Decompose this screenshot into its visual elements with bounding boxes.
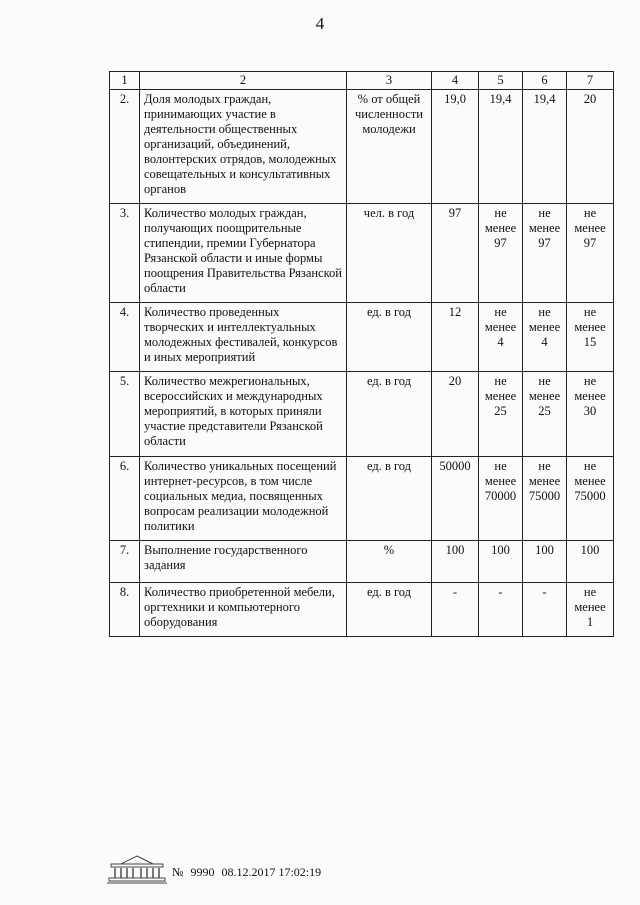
row-number: 5.: [110, 372, 140, 457]
indicator-name: Количество проведенных творческих и интеллектуальных молодежных фестивалей, конкурсов и иных мероприятий: [140, 303, 347, 372]
value-col5: не менее 97: [479, 204, 523, 303]
header-cell: 2: [140, 72, 347, 90]
indicator-name: Количество молодых граждан, получающих поощрительные стипендии, премии Губернатора Рязанской области и иные формы поощрения Правительства Рязанской области: [140, 204, 347, 303]
row-number: 8.: [110, 583, 140, 637]
row-number: 3.: [110, 204, 140, 303]
header-cell: 6: [523, 72, 567, 90]
unit-cell: %: [347, 541, 432, 583]
value-col5: не менее 70000: [479, 457, 523, 541]
value-col7: 100: [567, 541, 614, 583]
header-cell: 4: [432, 72, 479, 90]
value-col6: не менее 75000: [523, 457, 567, 541]
indicator-name: Выполнение государственного задания: [140, 541, 347, 583]
value-col5: не менее 25: [479, 372, 523, 457]
value-col6: 100: [523, 541, 567, 583]
row-number: 2.: [110, 90, 140, 204]
value-col4: 20: [432, 372, 479, 457]
unit-cell: % от общей численности молодежи: [347, 90, 432, 204]
value-col4: 100: [432, 541, 479, 583]
value-col7: не менее 97: [567, 204, 614, 303]
doc-number-label: №: [172, 865, 184, 879]
indicator-name: Количество межрегиональных, всероссийских и международных мероприятий, в которых приняли участие представители Рязанской области: [140, 372, 347, 457]
doc-number: 9990: [190, 865, 215, 879]
registration-stamp: [172, 865, 321, 880]
value-col7: 20: [567, 90, 614, 204]
value-col7: не менее 30: [567, 372, 614, 457]
unit-cell: ед. в год: [347, 303, 432, 372]
header-cell: 3: [347, 72, 432, 90]
table-row: [110, 372, 614, 457]
value-col4: 97: [432, 204, 479, 303]
value-col6: не менее 4: [523, 303, 567, 372]
table-row: [110, 90, 614, 204]
table-row: [110, 204, 614, 303]
row-number: 7.: [110, 541, 140, 583]
table-header-row: [110, 72, 614, 90]
value-col6: не менее 97: [523, 204, 567, 303]
government-building-seal-icon: [106, 855, 168, 885]
value-col4: 50000: [432, 457, 479, 541]
table-row: [110, 303, 614, 372]
value-col5: 19,4: [479, 90, 523, 204]
table-row: [110, 541, 614, 583]
table-row: [110, 583, 614, 637]
value-col4: -: [432, 583, 479, 637]
value-col6: 19,4: [523, 90, 567, 204]
registration-footer: [106, 855, 406, 887]
header-cell: 1: [110, 72, 140, 90]
row-number: 6.: [110, 457, 140, 541]
page-number: 4: [315, 14, 325, 33]
value-col4: 19,0: [432, 90, 479, 204]
value-col7: не менее 75000: [567, 457, 614, 541]
value-col6: -: [523, 583, 567, 637]
value-col5: 100: [479, 541, 523, 583]
doc-datetime: 08.12.2017 17:02:19: [221, 865, 322, 879]
header-cell: 5: [479, 72, 523, 90]
value-col5: не менее 4: [479, 303, 523, 372]
value-col7: не менее 15: [567, 303, 614, 372]
value-col5: -: [479, 583, 523, 637]
indicators-table: [109, 71, 614, 637]
value-col6: не менее 25: [523, 372, 567, 457]
indicator-name: Количество уникальных посещений интернет-ресурсов, в том числе социальных медиа, посвященных вопросам реализации молодежной политики: [140, 457, 347, 541]
value-col4: 12: [432, 303, 479, 372]
indicator-name: Доля молодых граждан, принимающих участие в деятельности общественных организаций, объединений, волонтерских отрядов, молодежных совещательных и консультативных органов: [140, 90, 347, 204]
value-col7: не менее 1: [567, 583, 614, 637]
unit-cell: ед. в год: [347, 457, 432, 541]
header-cell: 7: [567, 72, 614, 90]
table-row: [110, 457, 614, 541]
row-number: 4.: [110, 303, 140, 372]
indicator-name: Количество приобретенной мебели, оргтехники и компьютерного оборудования: [140, 583, 347, 637]
unit-cell: ед. в год: [347, 583, 432, 637]
unit-cell: ед. в год: [347, 372, 432, 457]
unit-cell: чел. в год: [347, 204, 432, 303]
